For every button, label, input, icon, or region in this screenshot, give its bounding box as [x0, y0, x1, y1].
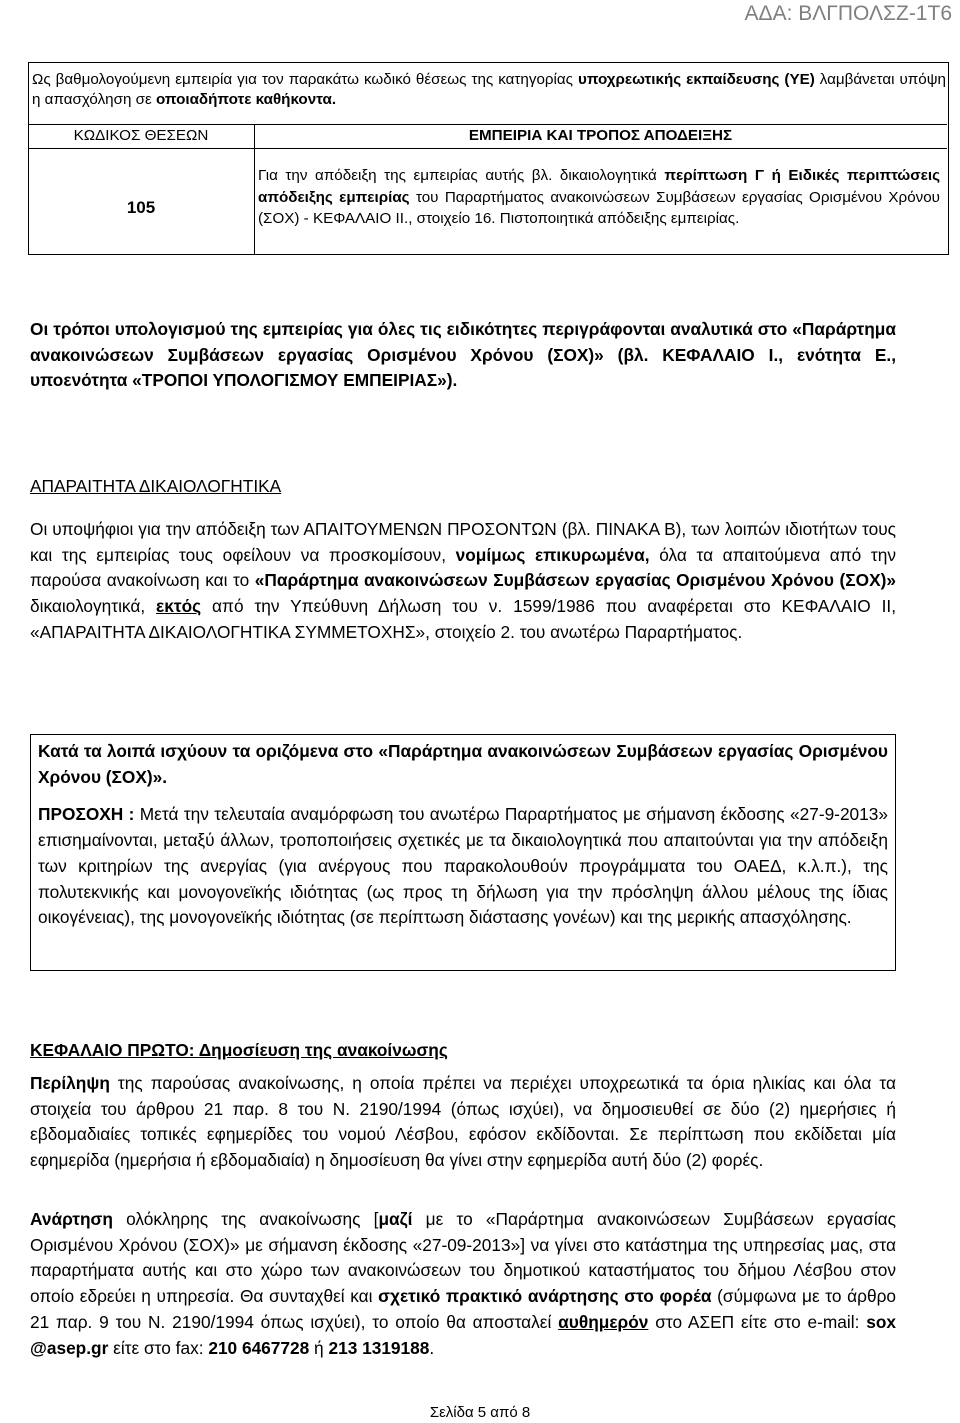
required-paragraph [30, 517, 896, 646]
posting-paragraph [30, 1207, 896, 1361]
intro-text-2: λαμβάνεται υπόψη η απασχόληση σε [32, 71, 946, 108]
required-text-4: από την Υπεύθυνη Δήλωση του ν. 1599/1986 που αναφέρεται στο ΚΕΦΑΛΑΙΟ ΙΙ, «ΑΠΑΡΑΙΤΗΤΑ ΔΙΚΑΙΟΛΟΓΗΤΙΚΑ ΣΥΜΜΕΤΟΧΗΣ», στοιχείο 2. του ανωτέρω Παραρτήματος. [30, 596, 897, 642]
notice-attention [38, 802, 888, 931]
posting-email: sox @asep.gr [30, 1311, 896, 1358]
col-header-experience: ΕΜΠΕΙΡΙΑ ΚΑΙ ΤΡΟΠΟΣ ΑΠΟΔΕΙΞΗΣ [468, 127, 733, 144]
posting-text-3: (σύμφωνα με το άρθρο 21 παρ. 9 του Ν. 2190/1994 όπως ισχύει), το οποίο θα αποσταλεί [30, 1286, 897, 1332]
intro-bold-2: οποιαδήποτε καθήκοντα. [156, 91, 337, 108]
notice-content [38, 739, 888, 931]
required-heading [30, 474, 896, 500]
posting-text-6: ή [309, 1337, 329, 1358]
summary-label: Περίληψη [30, 1073, 110, 1093]
posting-text-1: ολόκληρης της ανακοίνωσης [ [112, 1209, 379, 1229]
position-code: 105 [126, 198, 156, 217]
cell-text-1: Για την απόδειξη της εμπειρίας αυτής βλ. δικαιολογητικά [258, 167, 665, 184]
cell-bold-1: περίπτωση Γ ή Ειδικές περιπτώσεις απόδειξης εμπειρίας [258, 167, 940, 206]
posting-text-7: . [429, 1337, 435, 1358]
chapter-title-1: ΚΕΦΑΛΑΙΟ ΠΡΩΤΟ: [30, 1040, 199, 1060]
chapter-title [30, 1038, 896, 1064]
posting-text-4: στο ΑΣΕΠ είτε στο e-mail: [648, 1311, 867, 1332]
posting-label: Ανάρτηση [30, 1209, 113, 1229]
cell-text-2: του Παραρτήματος ανακοινώσεων Συμβάσεων εργασίας Ορισμένου Χρόνου (ΣΟΧ) - ΚΕΦΑΛΑΙΟ ΙΙ., στοιχείο 16. Πιστοποιητικά απόδειξης εμπειρίας. [258, 188, 940, 227]
posting-bold-1: μαζί [378, 1209, 413, 1229]
experience-table [28, 124, 949, 255]
attention-label: ΠΡΟΣΟΧΗ : [38, 804, 135, 825]
posting-fax-1: 210 6467728 [208, 1337, 310, 1358]
methods-paragraph: Οι τρόποι υπολογισμού της εμπειρίας για όλες τις ειδικότητες περιγράφονται αναλυτικά στο «Παράρτημα ανακοινώσεων Συμβάσεων εργασίας Ορισμένου Χρόνου (ΣΟΧ)» (βλ. ΚΕΦΑΛΑΙΟ Ι., ενότητα Ε., υποενότητα «ΤΡΟΠΟΙ ΥΠΟΛΟΓΙΣΜΟΥ ΕΜΠΕΙΡΙΑΣ»). [30, 319, 896, 390]
page-number: Σελίδα 5 από 8 [429, 1404, 531, 1421]
frame-intro [32, 70, 946, 110]
attention-text: Μετά την τελευταία αναμόρφωση του ανωτέρω Παραρτήματος με σήμανση έκδοσης «27-9-2013» επισημαίνονται, μεταξύ άλλων, τροποποιήσεις σχετικές με τα δικαιολογητικά που απαιτούνται για την απόδειξη των κριτηρίων της ανεργίας (για ανέργους που παρακολουθούν προγράμματα του ΟΑΕΔ, κ.λ.π.), της πολυτεκνικής και μονογονεϊκής ιδιότητας (ως προς τη δήλωση για την πρόσληψη άλλου μέλους της ίδιας οικογένειας), της μονογονεϊκής ιδιότητας (σε περίπτωση διάστασης γονέων) και της μερικής απασχόλησης. [38, 804, 888, 928]
posting-fax-2: 213 1319188 [328, 1337, 430, 1358]
table-top-line [28, 124, 947, 125]
notice-bold-line: Κατά τα λοιπά ισχύουν τα οριζόμενα στο «Παράρτημα ανακοινώσεων Συμβάσεων εργασίας Ορισμένου Χρόνου (ΣΟΧ)». [38, 741, 888, 787]
posting-text-2: με το «Παράρτημα ανακοινώσεων Συμβάσεων εργασίας Ορισμένου Χρόνου (ΣΟΧ)» με σήμανση έκδοσης «27-09-2013»] να γίνει στο κατάστημα της υπηρεσίας μας, στα παραρτήματα αυτής και στο χώρο των ανακοινώσεων του δημοτικού καταστήματος του δήμου Λέσβου στον οποίο εδρεύει η υπηρεσία. Θα συνταχθεί και [30, 1209, 896, 1307]
required-bold-2: «Παράρτημα ανακοινώσεων Συμβάσεων εργασίας Ορισμένου Χρόνου (ΣΟΧ)» [254, 570, 896, 591]
required-bold-1: νομίμως επικυρωμένα, [455, 544, 650, 565]
notice-box [30, 734, 896, 971]
table-header-line [28, 148, 947, 149]
intro-bold-1: υποχρεωτικής εκπαίδευσης (ΥΕ) [578, 71, 815, 88]
ada-code: ΑΔΑ: ΒΛΓΠΟΛΣΖ-1Τ6 [744, 2, 952, 25]
chapter-title-2: Δημοσίευση της ανακοίνωσης [198, 1040, 448, 1060]
posting-bold-2: σχετικό πρακτικό ανάρτησης στο φορέα [378, 1286, 712, 1307]
required-text-3: δικαιολογητικά, [30, 596, 157, 617]
summary-paragraph [30, 1071, 896, 1174]
required-text-2: όλα τα απαιτούμενα από την παρούσα ανακοίνωση και το [30, 544, 896, 591]
posting-text-5: είτε στο fax: [108, 1337, 209, 1358]
experience-cell [258, 165, 940, 230]
required-text-1: Οι υποψήφιοι για την απόδειξη των ΑΠΑΙΤΟΥΜΕΝΩΝ ΠΡΟΣΟΝΤΩΝ (βλ. ΠΙΝΑΚΑ Β), των λοιπών ιδιοτήτων τους και της εμπειρίας τους οφείλουν να προσκομίσουν, [30, 519, 896, 565]
col-header-code: ΚΩΔΙΚΟΣ ΘΕΣΕΩΝ [73, 127, 209, 144]
intro-text-1: Ως βαθμολογούμενη εμπειρία για τον παρακάτω κωδικό θέσεως της κατηγορίας [32, 71, 578, 88]
summary-text: της παρούσας ανακοίνωσης, η οποία πρέπει να περιέχει υποχρεωτικά τα όρια ηλικίας και όλα τα στοιχεία του άρθρου 21 παρ. 8 του Ν. 2190/1994 (όπως ισχύει), να δημοσιευθεί σε δύο (2) ημερήσιες ή εβδομαδιαίες τοπικές εφημερίδες του νομού Λέσβου, εφόσον εκδίδονται. Σε περίπτωση που εκδίδεται μία εφημερίδα (ημερήσια ή εβδομαδιαία) η δημοσίευση θα γίνει στην εφημερίδα αυτή δύο (2) φορές. [30, 1073, 896, 1171]
posting-bold-underline: αυθημερόν [558, 1311, 649, 1332]
required-underline: εκτός [156, 596, 202, 617]
required-heading-text: ΑΠΑΡΑΙΤΗΤΑ ΔΙΚΑΙΟΛΟΓΗΤΙΚΑ [30, 476, 282, 496]
